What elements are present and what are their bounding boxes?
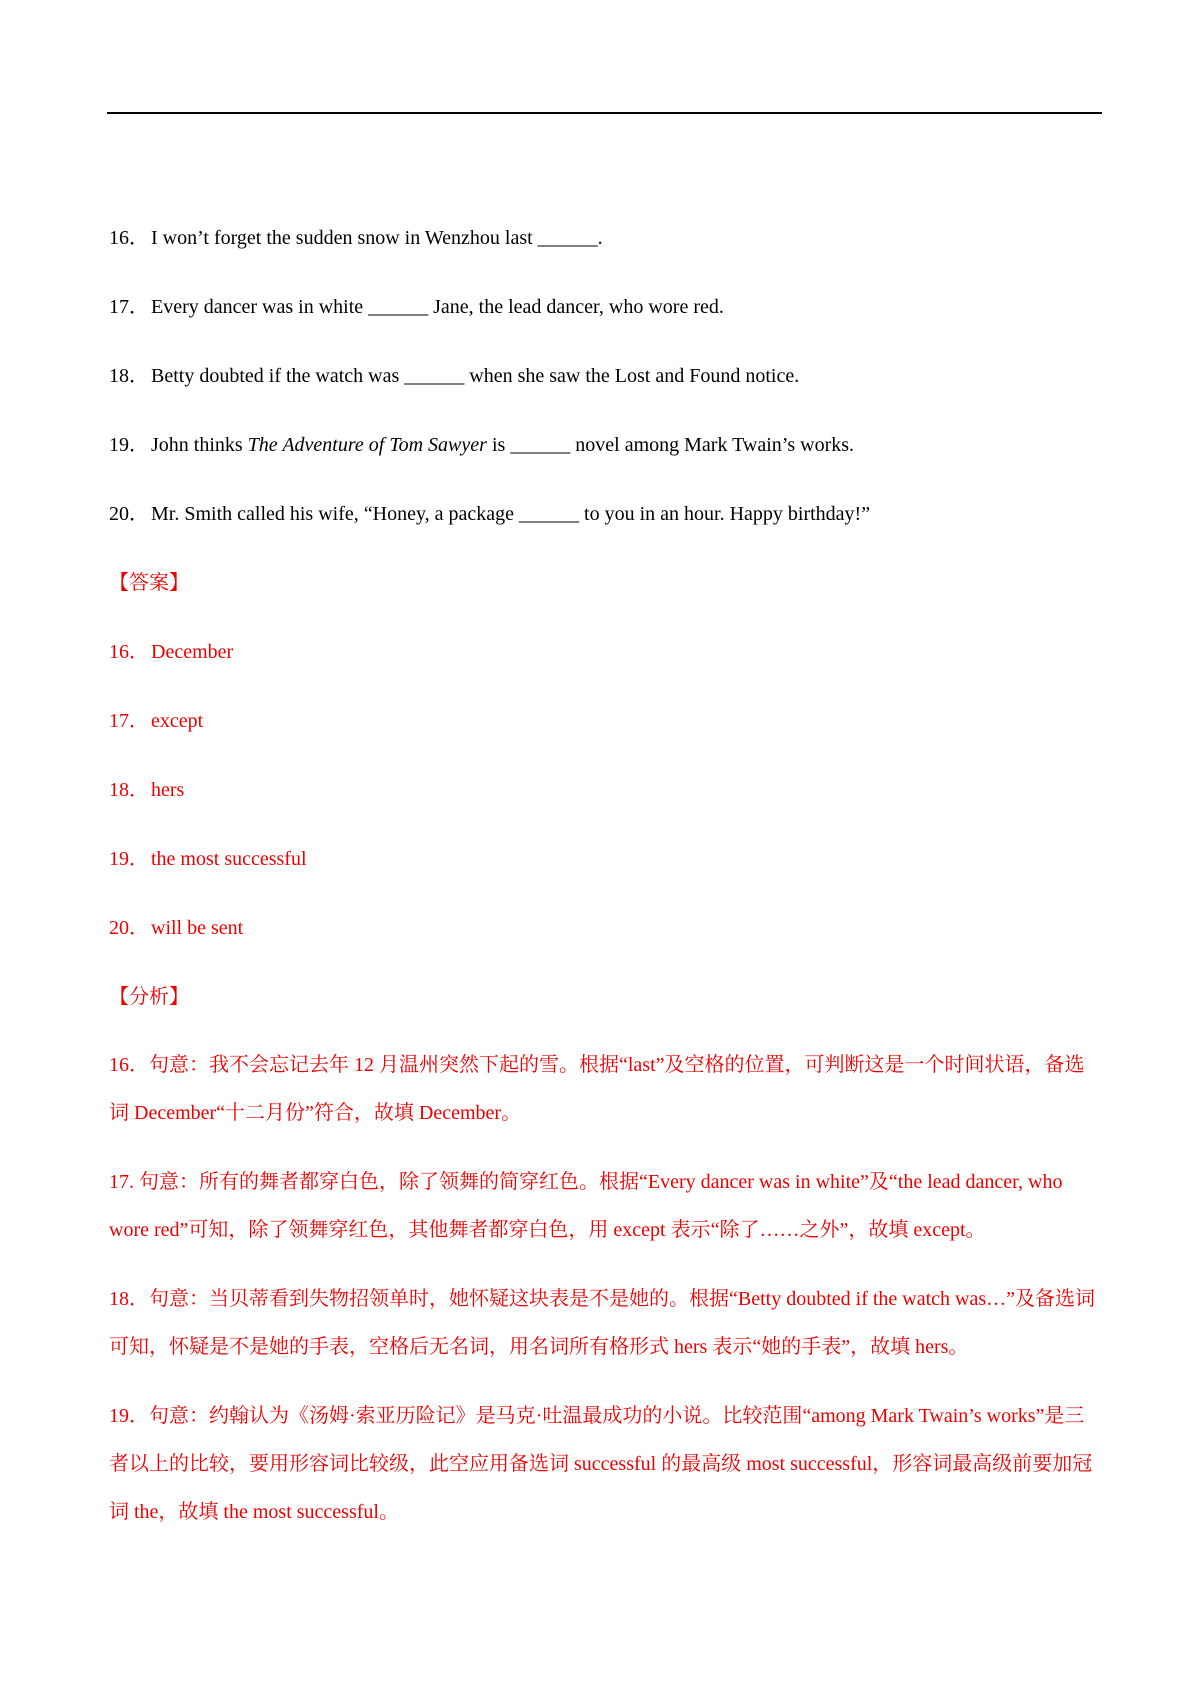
analysis-19: 19．句意：约翰认为《汤姆·索亚历险记》是马克·吐温最成功的小说。比较范围“among Mark Twain’s works”是三者以上的比较，要用形容词比较级，此空应用备选词 successful 的最高级 most successful，形容词最高级前要加冠词 the，故填 the most successful。 — [109, 1405, 1093, 1523]
book-title: The Adventure of Tom Sawyer — [247, 434, 487, 456]
answer-18: 18． hers — [109, 779, 185, 801]
question-20: 20． Mr. Smith called his wife, “Honey, a package ______ to you in an hour. Happy birthday!” — [109, 503, 871, 525]
analysis-heading: 【分析】 — [109, 986, 189, 1008]
answer-16: 16． December — [109, 641, 234, 663]
question-16: 16． I won’t forget the sudden snow in Wenzhou last ______. — [109, 227, 603, 249]
header-rule — [107, 112, 1102, 114]
answer-19: 19． the most successful — [109, 848, 307, 870]
analysis-18: 18．句意：当贝蒂看到失物招领单时，她怀疑这块表是不是她的。根据“Betty doubted if the watch was…”及备选词可知，怀疑是不是她的手表，空格后无名词，用名词所有格形式 hers 表示“她的手表”，故填 hers。 — [109, 1288, 1096, 1358]
question-17: 17． Every dancer was in white ______ Jane, the lead dancer, who wore red. — [109, 296, 724, 318]
analysis-17: 17. 句意：所有的舞者都穿白色，除了领舞的简穿红色。根据“Every dancer was in white”及“the lead dancer, who wore red”可知，除了领舞穿红色，其他舞者都穿白色，用 except 表示“除了……之外”，故填 except。 — [109, 1171, 1063, 1241]
answer-heading: 【答案】 — [109, 572, 189, 594]
question-18: 18． Betty doubted if the watch was ______ when she saw the Lost and Found notice. — [109, 365, 800, 387]
question-19: 19． John thinks The Adventure of Tom Sawyer is ______ novel among Mark Twain’s works. — [109, 434, 855, 456]
analysis-16: 16．句意：我不会忘记去年 12 月温州突然下起的雪。根据“last”及空格的位置，可判断这是一个时间状语，备选词 December“十二月份”符合，故填 December。 — [109, 1054, 1085, 1124]
answer-17: 17． except — [109, 710, 204, 732]
answer-20: 20． will be sent — [109, 917, 244, 939]
